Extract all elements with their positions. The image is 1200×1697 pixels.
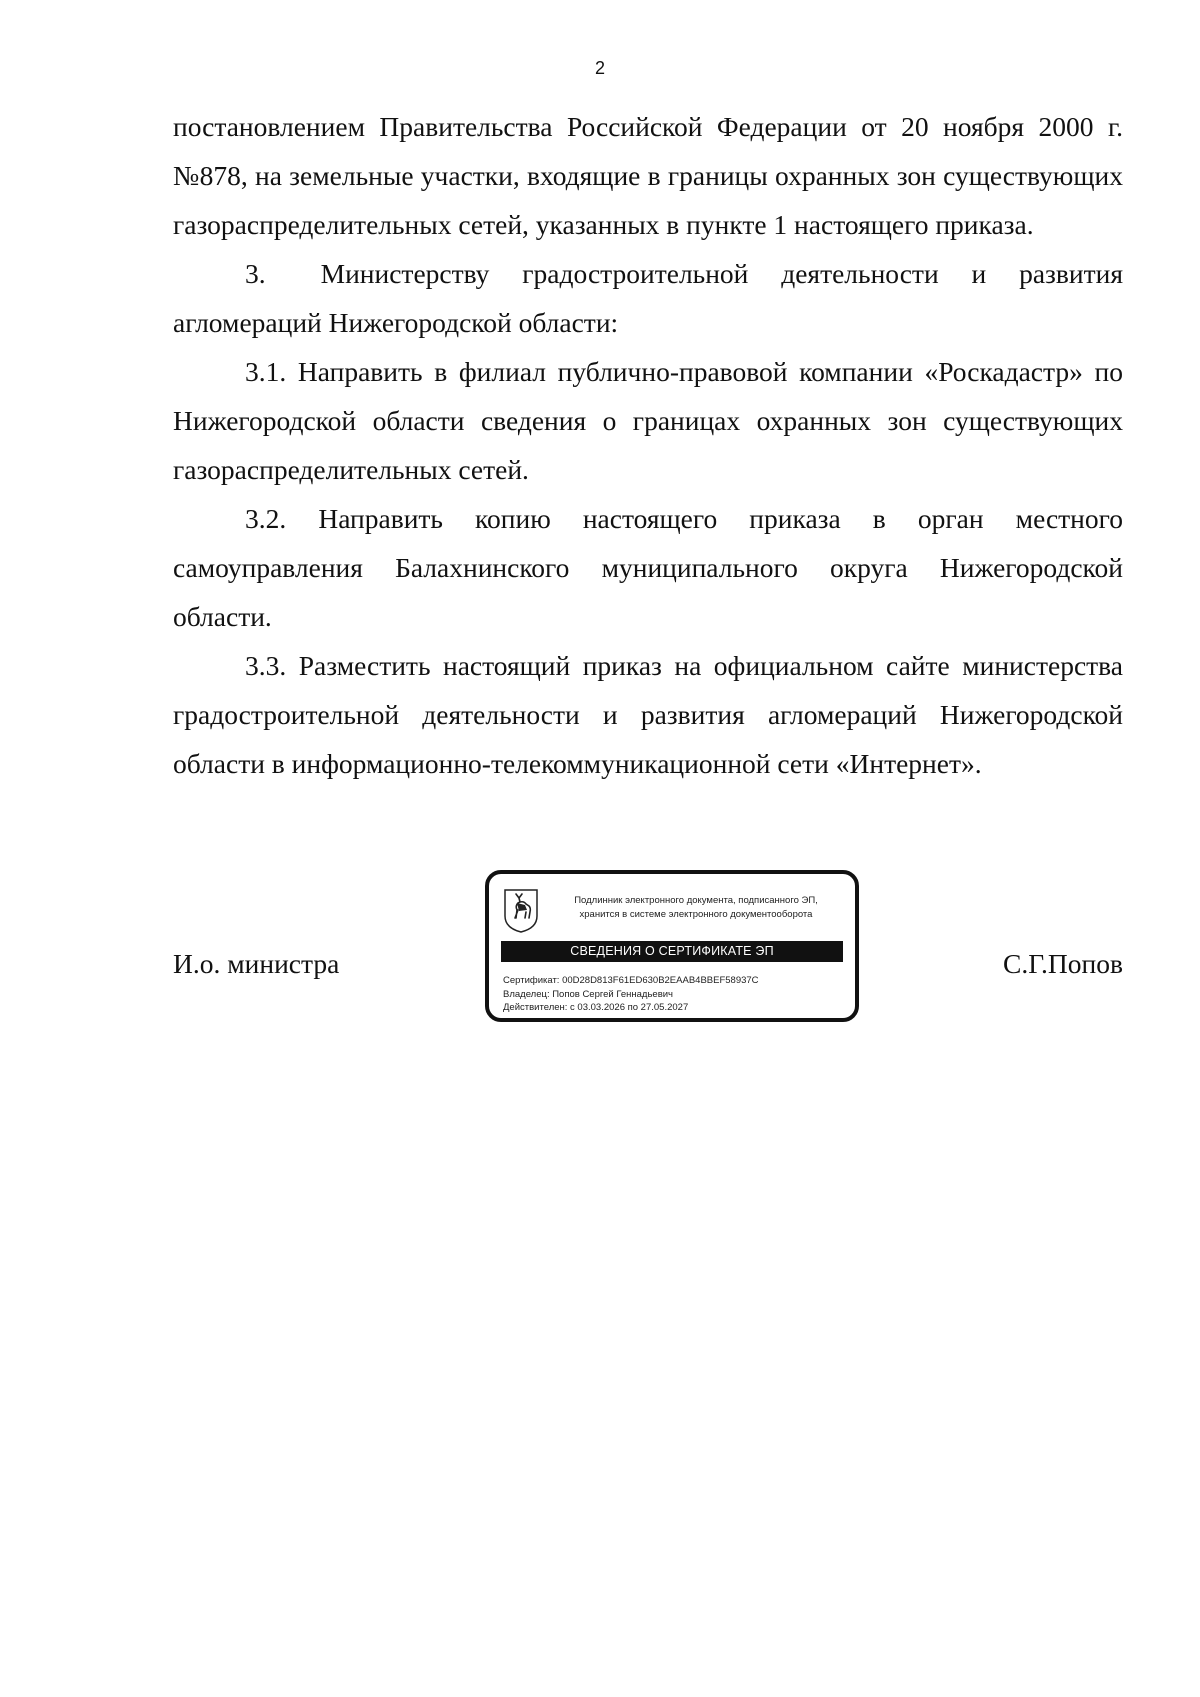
paragraph-item-3-2: 3.2. Направить копию настоящего приказа в орган местного самоуправления Балахнинского муниципального округа Нижегородской области. <box>173 503 1123 632</box>
certificate-owner: Владелец: Попов Сергей Геннадьевич <box>503 988 674 1000</box>
signature-block <box>173 870 1123 1030</box>
page-number: 2 <box>594 58 605 78</box>
certificate-validity: Действителен: с 03.03.2026 по 27.05.2027 <box>503 1002 689 1013</box>
stamp-details <box>503 974 759 1015</box>
certificate-number: Сертификат: 00D28D813F61ED630B2EAAB4BBEF58937C <box>503 975 759 986</box>
electronic-signature-stamp <box>485 870 859 1022</box>
stamp-header-line2: хранится в системе электронного документооборота <box>579 909 813 920</box>
stamp-title-bar: СВЕДЕНИЯ О СЕРТИФИКАТЕ ЭП <box>501 941 843 962</box>
document-body <box>173 102 1123 788</box>
nizhny-novgorod-deer-emblem-icon <box>503 888 539 934</box>
stamp-header-line1: Подлинник электронного документа, подписанного ЭП, <box>574 895 818 906</box>
signatory-position: И.о. министра <box>173 948 340 979</box>
paragraph-item-3: 3. Министерству градостроительной деятельности и развития агломераций Нижегородской области: <box>173 258 1123 338</box>
stamp-header <box>551 894 841 922</box>
paragraph-continuation: постановлением Правительства Российской Федерации от 20 ноября 2000 г. №878, на земельные участки, входящие в границы охранных зон существующих газораспределительных сетей, указанных в пункте 1 настоящего приказа. <box>173 111 1123 240</box>
signatory-name: С.Г.Попов <box>1003 948 1123 979</box>
paragraph-item-3-1: 3.1. Направить в филиал публично-правовой компании «Роскадастр» по Нижегородской области сведения о границах охранных зон существующих газораспределительных сетей. <box>173 356 1123 485</box>
paragraph-item-3-3: 3.3. Разместить настоящий приказ на официальном сайте министерства градостроительной деятельности и развития агломераций Нижегородской области в информационно-телекоммуникационной сети «Интернет». <box>173 650 1123 779</box>
